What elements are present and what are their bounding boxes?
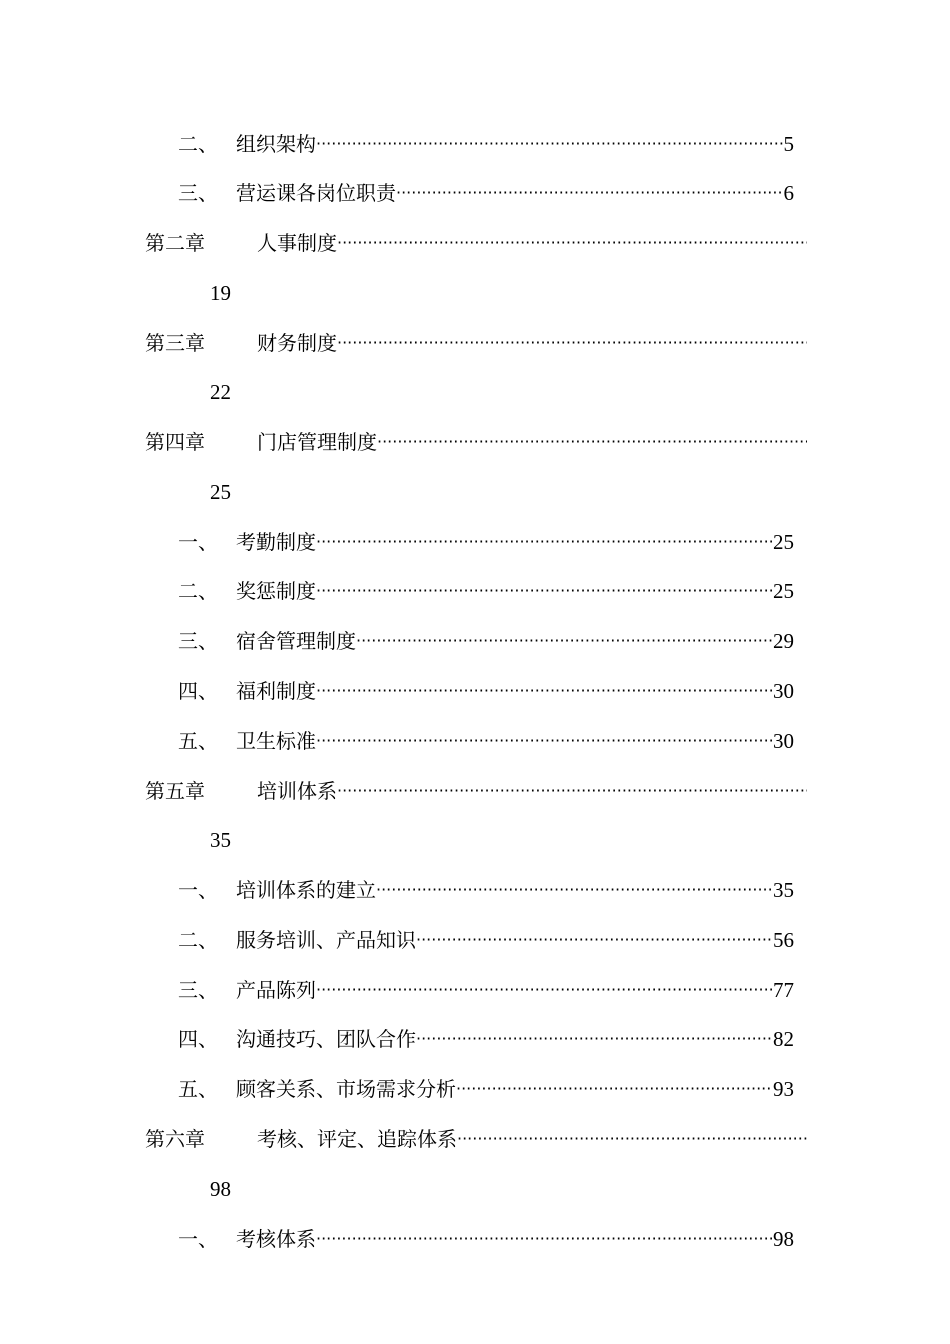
toc-entry-number: 四、 [178,679,218,703]
toc-dot-leader [356,626,773,656]
toc-entry-page: 30 [773,729,794,753]
toc-dot-leader [337,776,807,806]
toc-dot-leader [377,427,807,457]
toc-entry[interactable] [178,1074,794,1104]
toc-entry-page: 29 [773,629,794,653]
toc-entry-title: 考勤制度 [236,530,316,554]
toc-dot-leader [316,129,784,159]
toc-entry-number: 五、 [178,1077,218,1101]
toc-entry-page: 77 [773,978,794,1002]
toc-entry-number: 一、 [178,530,218,554]
toc-entry-title: 沟通技巧、团队合作 [236,1027,416,1051]
toc-chapter-page: 22 [210,380,231,404]
toc-dot-leader [316,1224,773,1254]
toc-chapter-entry[interactable] [145,776,807,806]
toc-chapter-entry[interactable] [145,328,807,358]
toc-chapter-title: 门店管理制度 [257,430,377,454]
toc-entry-title: 服务培训、产品知识 [236,928,416,952]
toc-entry-page: 6 [783,181,794,205]
toc-chapter-page: 98 [210,1177,231,1201]
toc-chapter-number: 第六章 [145,1127,205,1151]
toc-dot-leader [316,527,773,557]
toc-dot-leader [316,975,773,1005]
toc-entry-number: 三、 [178,629,218,653]
toc-entry-title: 奖惩制度 [236,579,316,603]
toc-entry-title: 产品陈列 [236,978,316,1002]
toc-entry-page: 98 [773,1227,794,1251]
toc-chapter-number: 第四章 [145,430,205,454]
toc-chapter-number: 第二章 [145,231,205,255]
toc-dot-leader [316,676,773,706]
toc-entry-number: 二、 [178,579,218,603]
toc-entry[interactable] [178,626,794,656]
toc-entry[interactable] [178,875,794,905]
toc-dot-leader [396,178,784,208]
toc-entry-page: 93 [773,1077,794,1101]
toc-entry[interactable] [178,527,794,557]
toc-dot-leader [316,726,773,756]
toc-dot-leader [457,1124,807,1154]
toc-dot-leader [416,925,773,955]
toc-chapter-number: 第五章 [145,779,205,803]
toc-chapter-entry[interactable] [145,228,807,258]
toc-entry-number: 二、 [178,132,218,156]
toc-dot-leader [337,328,807,358]
toc-chapter-page: 25 [210,480,231,504]
toc-entry[interactable] [178,129,794,159]
toc-entry-number: 三、 [178,181,218,205]
toc-entry-number: 一、 [178,878,218,902]
toc-entry-title: 组织架构 [236,132,316,156]
toc-chapter-entry[interactable] [145,427,807,457]
toc-entry[interactable] [178,1224,794,1254]
toc-entry-number: 一、 [178,1227,218,1251]
toc-entry-title: 宿舍管理制度 [236,629,356,653]
toc-entry[interactable] [178,576,794,606]
toc-chapter-title: 考核、评定、追踪体系 [257,1127,457,1151]
toc-entry-number: 五、 [178,729,218,753]
toc-entry[interactable] [178,925,794,955]
toc-entry-title: 顾客关系、市场需求分析 [236,1077,456,1101]
toc-entry-number: 四、 [178,1027,218,1051]
toc-chapter-entry[interactable] [145,1124,807,1154]
toc-entry-page: 25 [773,579,794,603]
toc-entry-number: 二、 [178,928,218,952]
toc-entry-page: 5 [783,132,794,156]
toc-chapter-number: 第三章 [145,331,205,355]
toc-entry[interactable] [178,1024,794,1054]
toc-dot-leader [376,875,773,905]
toc-chapter-title: 人事制度 [257,231,337,255]
toc-entry[interactable] [178,676,794,706]
toc-entry-title: 福利制度 [236,679,316,703]
toc-entry-page: 56 [773,928,794,952]
toc-chapter-title: 财务制度 [257,331,337,355]
toc-entry[interactable] [178,975,794,1005]
toc-entry-title: 卫生标准 [236,729,316,753]
toc-entry-page: 25 [773,530,794,554]
toc-entry-page: 82 [773,1027,794,1051]
toc-dot-leader [316,576,773,606]
toc-entry-page: 35 [773,878,794,902]
toc-chapter-page: 19 [210,281,231,305]
toc-entry-number: 三、 [178,978,218,1002]
toc-dot-leader [456,1074,773,1104]
toc-entry-title: 考核体系 [236,1227,316,1251]
toc-chapter-title: 培训体系 [257,779,337,803]
toc-dot-leader [337,228,807,258]
toc-dot-leader [416,1024,773,1054]
toc-entry[interactable] [178,726,794,756]
toc-entry-title: 培训体系的建立 [236,878,376,902]
toc-entry-title: 营运课各岗位职责 [236,181,396,205]
toc-entry[interactable] [178,178,794,208]
toc-chapter-page: 35 [210,828,231,852]
toc-entry-page: 30 [773,679,794,703]
